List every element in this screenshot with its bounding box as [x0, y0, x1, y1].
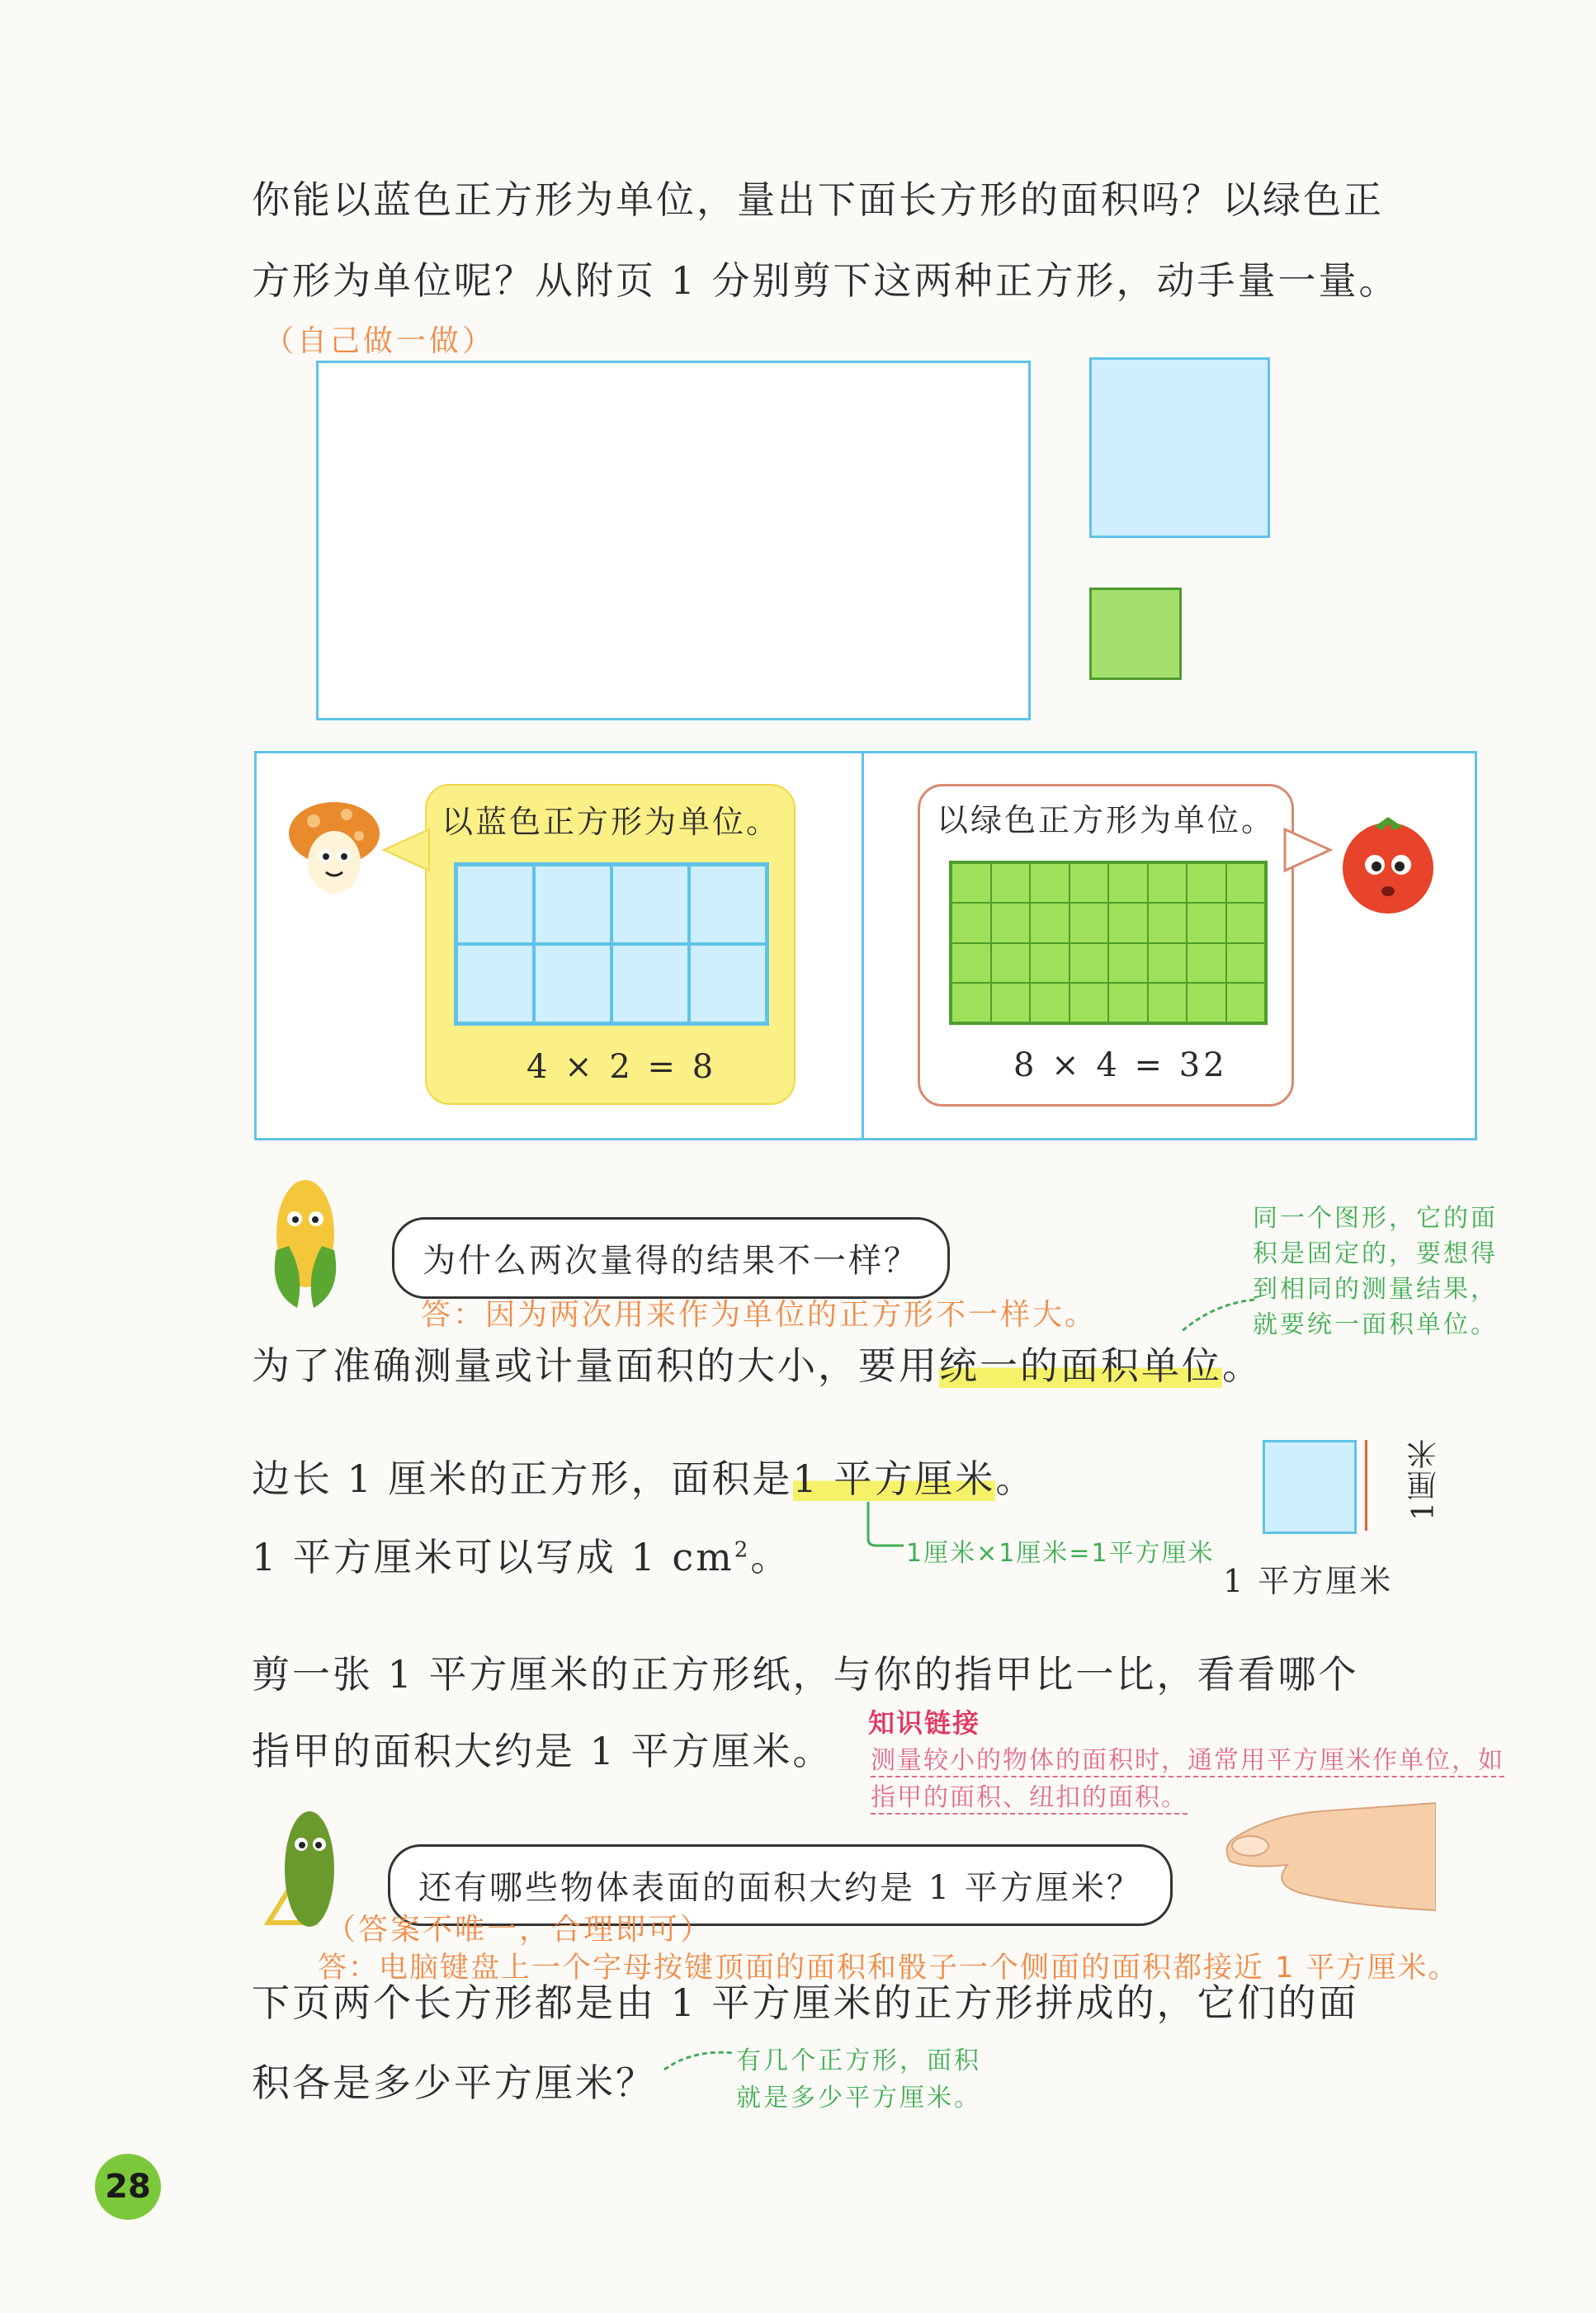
- green-cell: [1030, 943, 1070, 983]
- tomato-character-icon: [1329, 809, 1452, 924]
- left-formula: 4 × 2 = 8: [526, 1048, 717, 1086]
- green-cell: [1148, 983, 1188, 1022]
- cm2-line-1: [252, 1456, 1036, 1502]
- nail-line-2: 指甲的面积大约是 1 平方厘米。: [252, 1729, 833, 1773]
- side-note-line: 到相同的测量结果，: [1253, 1275, 1498, 1304]
- cm2-note: 1厘米×1厘米=1平方厘米: [906, 1539, 1215, 1568]
- green-cell: [1187, 863, 1226, 903]
- square-caption: 1 平方厘米: [1223, 1563, 1394, 1599]
- knowledge-link-line-2: 指甲的面积、纽扣的面积。: [871, 1777, 1188, 1815]
- green-cell: [1148, 863, 1188, 903]
- green-cell: [1070, 863, 1109, 903]
- panel-divider: [862, 751, 864, 1140]
- blue-cell: [456, 865, 534, 944]
- side-note-line: 积是固定的，要想得: [1253, 1239, 1498, 1268]
- green-cell: [951, 903, 991, 942]
- green-cell: [1148, 903, 1188, 942]
- unit-sentence-highlight: 统一的面积单位: [939, 1343, 1222, 1388]
- square-side-label: 1厘米: [1407, 1437, 1441, 1521]
- dimension-line: [1365, 1440, 1367, 1531]
- right-label: 以绿色正方形为单位。: [937, 802, 1276, 838]
- green-cell: [1148, 943, 1188, 983]
- knowledge-link-title: 知识链接: [868, 1707, 981, 1739]
- cm2-line-2-end: 。: [750, 1535, 791, 1579]
- blue-cell: [689, 944, 767, 1023]
- next-line-2: 积各是多少平方厘米？: [252, 2060, 656, 2105]
- nail-line-1: 剪一张 1 平方厘米的正方形纸，与你的指甲比一比，看看哪个: [252, 1652, 1359, 1697]
- green-cell: [991, 943, 1031, 983]
- question2-answer: 答：电脑键盘上一个字母按键顶面的面积和骰子一个侧面的面积都接近 1 平方厘米。: [318, 1952, 1459, 1985]
- blue-cell: [611, 944, 689, 1023]
- left-bubble-tail: [380, 825, 437, 875]
- green-cell: [1226, 983, 1266, 1022]
- green-cell: [991, 903, 1031, 942]
- green-cell: [1108, 943, 1148, 983]
- green-grid: [949, 861, 1268, 1025]
- green-cell: [1226, 903, 1266, 942]
- side-note-line: 就要统一面积单位。: [1253, 1310, 1498, 1339]
- question1-side-note: [1253, 1201, 1498, 1343]
- measure-rectangle: [316, 361, 1031, 720]
- blue-cell: [534, 944, 611, 1023]
- green-cell: [1226, 943, 1266, 983]
- page-number: 28: [95, 2154, 161, 2220]
- green-cell: [991, 863, 1031, 903]
- green-cell: [1030, 903, 1070, 942]
- green-cell: [951, 983, 991, 1022]
- green-cell: [951, 943, 991, 983]
- question1-answer: 答：因为两次用来作为单位的正方形不一样大。: [421, 1298, 1098, 1332]
- cm2-line-1-end: 。: [995, 1456, 1036, 1501]
- green-cell: [1070, 903, 1109, 942]
- green-cell: [1187, 903, 1226, 942]
- cm2-line-2-text: 1 平方厘米可以写成 1 cm: [252, 1535, 734, 1579]
- green-cell: [1070, 983, 1109, 1022]
- cm2-line-2: [252, 1535, 791, 1580]
- green-cell: [1108, 983, 1148, 1022]
- intro-line-2: 方形为单位呢？从附页 1 分别剪下这两种正方形，动手量一量。: [252, 258, 1400, 303]
- green-cell: [1226, 863, 1266, 903]
- next-note-line-1: 有几个正方形，面积: [736, 2046, 981, 2075]
- knowledge-link-line-1: 测量较小的物体的面积时，通常用平方厘米作单位，如: [871, 1739, 1504, 1777]
- blue-cell: [534, 865, 611, 944]
- green-cell: [951, 863, 991, 903]
- blue-cell: [611, 865, 689, 944]
- right-formula: 8 × 4 = 32: [1013, 1046, 1228, 1084]
- side-note-arrow: [1164, 1291, 1263, 1341]
- blue-grid: [454, 862, 769, 1026]
- next-note-arrow: [660, 2045, 743, 2078]
- green-cell: [1187, 983, 1226, 1022]
- question2-hint: （答案不唯一，合理即可）: [326, 1913, 713, 1947]
- hand-icon: [1205, 1795, 1436, 1919]
- blue-cell: [689, 865, 767, 944]
- green-cell: [1108, 903, 1148, 942]
- unit-sentence-end: 。: [1222, 1343, 1263, 1388]
- question2-bubble: 还有哪些物体表面的面积大约是 1 平方厘米？: [388, 1844, 1173, 1926]
- unit-sentence-start: 为了准确测量或计量面积的大小，要用: [252, 1343, 939, 1388]
- blue-cell: [456, 944, 534, 1023]
- green-cell: [1108, 863, 1148, 903]
- corn-character-icon: [252, 1168, 367, 1316]
- mushroom-character-icon: [281, 796, 388, 912]
- unit-sentence: [252, 1343, 1263, 1389]
- green-unit-square: [1089, 588, 1182, 680]
- blue-unit-square: [1089, 357, 1270, 538]
- left-label: 以蓝色正方形为单位。: [441, 804, 781, 840]
- question1-bubble: 为什么两次量得的结果不一样？: [392, 1217, 950, 1299]
- one-cm2-square: [1263, 1440, 1357, 1534]
- cm2-note-arrow: [858, 1498, 908, 1555]
- next-line-1: 下页两个长方形都是由 1 平方厘米的正方形拼成的，它们的面: [252, 1980, 1359, 2025]
- green-cell: [1070, 943, 1109, 983]
- intro-hint: （自己做一做）: [264, 324, 496, 358]
- cm2-line-1-start: 边长 1 厘米的正方形，面积是: [252, 1456, 793, 1501]
- next-note-line-2: 就是多少平方厘米。: [736, 2084, 981, 2112]
- green-cell: [991, 983, 1031, 1022]
- green-cell: [1030, 863, 1070, 903]
- intro-line-1: 你能以蓝色正方形为单位，量出下面长方形的面积吗？以绿色正: [252, 177, 1384, 222]
- cm2-line-1-highlight: 1 平方厘米: [792, 1456, 996, 1501]
- side-note-line: 同一个图形，它的面: [1253, 1204, 1498, 1233]
- green-cell: [1187, 943, 1226, 983]
- green-cell: [1030, 983, 1070, 1022]
- cm2-superscript: 2: [734, 1537, 751, 1563]
